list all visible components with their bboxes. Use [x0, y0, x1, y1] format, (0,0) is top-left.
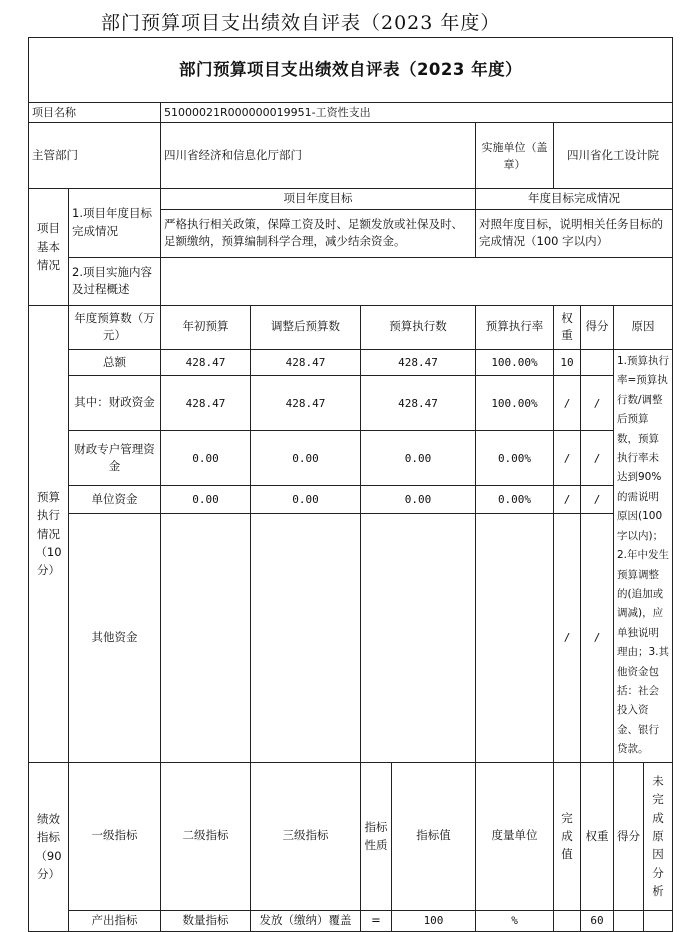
- performance-row: [29, 910, 673, 931]
- perf-row-done: [554, 910, 581, 931]
- goal-header: 项目年度目标: [161, 189, 476, 210]
- budget-row: [29, 431, 673, 486]
- budget-row-initial: 428.47: [161, 375, 251, 430]
- budget-header-total: 年度预算数（万元）: [69, 305, 161, 349]
- perf-row-level3: 发放（缴纳）覆盖: [251, 910, 361, 931]
- dept-label: 主管部门: [29, 123, 161, 189]
- budget-row-executed: 0.00: [361, 431, 476, 486]
- perf-header-score: 得分: [614, 762, 644, 910]
- goal-text: 严格执行相关政策，保障工资及时、足额发放或社保及时、足额缴纳，预算编制科学合理，减少结余资金。: [161, 209, 476, 257]
- budget-header-initial: 年初预算: [161, 305, 251, 349]
- budget-row-initial: 428.47: [161, 349, 251, 375]
- basic-row1-label: 1.项目年度目标完成情况: [69, 189, 161, 258]
- project-name-value: 51000021R000000019951-工资性支出: [161, 103, 673, 123]
- impl-unit-value: 四川省化工设计院: [554, 123, 673, 189]
- budget-row-rate: 100.00%: [476, 349, 554, 375]
- budget-section-label: 预算执行情况（10分）: [29, 305, 69, 762]
- budget-header-adjusted: 调整后预算数: [251, 305, 361, 349]
- budget-row: [29, 349, 673, 375]
- perf-row-reason: [644, 910, 673, 931]
- perf-header-nature: 指标性质: [361, 762, 392, 910]
- perf-row-level1: 产出指标: [69, 910, 161, 931]
- budget-row: [29, 514, 673, 763]
- budget-reason-text: 1.预算执行率=预算执行数/调整后预算数，预算执行率未达到90%的需说明原因(100 字以内)；2.年中发生预算调整的(追加或调减)，应单独说明理由；3.其他资金包括：社会投入资金、银行贷款。: [614, 349, 673, 762]
- budget-row-score: /: [581, 486, 614, 514]
- budget-row-rate: 0.00%: [476, 486, 554, 514]
- budget-row-score: [581, 349, 614, 375]
- budget-row-label: 总额: [69, 349, 161, 375]
- budget-header-weight: 权重: [554, 305, 581, 349]
- budget-row-executed: [361, 514, 476, 763]
- budget-row-label: 单位资金: [69, 486, 161, 514]
- budget-row-rate: 0.00%: [476, 431, 554, 486]
- budget-row-adjusted: 428.47: [251, 375, 361, 430]
- performance-evaluation-table: [28, 37, 673, 932]
- budget-row-initial: 0.00: [161, 431, 251, 486]
- budget-row-score: /: [581, 375, 614, 430]
- performance-section-label: 绩效指标（90分）: [29, 762, 69, 931]
- basic-row2-value: [161, 257, 673, 305]
- budget-row-initial: 0.00: [161, 486, 251, 514]
- budget-row: [29, 486, 673, 514]
- perf-header-done: 完成值: [554, 762, 581, 910]
- budget-row-executed: 0.00: [361, 486, 476, 514]
- budget-row-label: 其他资金: [69, 514, 161, 763]
- budget-row-score: /: [581, 514, 614, 763]
- budget-row-rate: 100.00%: [476, 375, 554, 430]
- basic-section-label: 项目基本情况: [29, 189, 69, 306]
- budget-header-executed: 预算执行数: [361, 305, 476, 349]
- budget-row-weight: 10: [554, 349, 581, 375]
- budget-row-weight: /: [554, 431, 581, 486]
- perf-row-score: [614, 910, 644, 931]
- project-name-label: 项目名称: [29, 103, 161, 123]
- budget-row-adjusted: [251, 514, 361, 763]
- perf-row-unit: %: [476, 910, 554, 931]
- budget-row: [29, 375, 673, 430]
- perf-header-level2: 二级指标: [161, 762, 251, 910]
- done-header: 年度目标完成情况: [476, 189, 673, 210]
- perf-row-level2: 数量指标: [161, 910, 251, 931]
- perf-row-weight: 60: [581, 910, 614, 931]
- perf-header-level1: 一级指标: [69, 762, 161, 910]
- budget-row-weight: /: [554, 486, 581, 514]
- budget-header-rate: 预算执行率: [476, 305, 554, 349]
- done-text: 对照年度目标，说明相关任务目标的完成情况（100 字以内）: [476, 209, 673, 257]
- impl-unit-label: 实施单位（盖章）: [476, 123, 554, 189]
- budget-row-adjusted: 0.00: [251, 486, 361, 514]
- budget-row-executed: 428.47: [361, 375, 476, 430]
- budget-row-adjusted: 0.00: [251, 431, 361, 486]
- basic-row2-label: 2.项目实施内容及过程概述: [69, 257, 161, 305]
- budget-header-reason: 原因: [614, 305, 673, 349]
- perf-header-unit: 度量单位: [476, 762, 554, 910]
- budget-row-score: /: [581, 431, 614, 486]
- budget-row-executed: 428.47: [361, 349, 476, 375]
- budget-row-label: 财政专户管理资金: [69, 431, 161, 486]
- perf-header-level3: 三级指标: [251, 762, 361, 910]
- perf-header-weight: 权重: [581, 762, 614, 910]
- perf-row-value: 100: [392, 910, 476, 931]
- budget-row-rate: [476, 514, 554, 763]
- budget-row-initial: [161, 514, 251, 763]
- perf-row-nature: =: [361, 910, 392, 931]
- page-title: 部门预算项目支出绩效自评表（2023 年度）: [101, 12, 501, 34]
- budget-row-label: 其中：财政资金: [69, 375, 161, 430]
- budget-header-score: 得分: [581, 305, 614, 349]
- dept-value: 四川省经济和信息化厅部门: [161, 123, 476, 189]
- budget-row-adjusted: 428.47: [251, 349, 361, 375]
- perf-header-reason: 未完成原因分析: [644, 762, 673, 910]
- budget-row-weight: /: [554, 375, 581, 430]
- budget-row-weight: /: [554, 514, 581, 763]
- table-title: 部门预算项目支出绩效自评表（2023 年度）: [29, 38, 673, 103]
- perf-header-value: 指标值: [392, 762, 476, 910]
